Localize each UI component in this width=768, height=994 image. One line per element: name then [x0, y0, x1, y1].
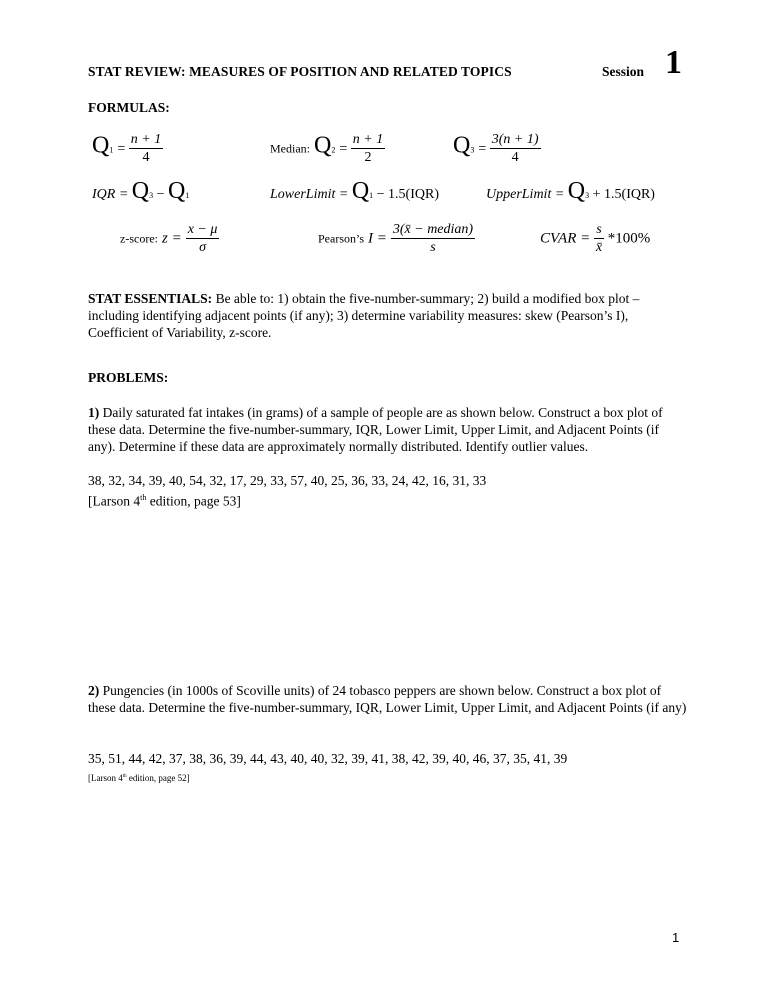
median-label: Median:	[270, 141, 310, 156]
q1-denominator: 4	[142, 150, 150, 165]
problem-1-ref-sup: th	[140, 493, 147, 502]
document-title: STAT REVIEW: MEASURES OF POSITION AND RELATED TOPICS	[88, 64, 512, 79]
formula-zscore	[120, 222, 219, 256]
problem-1-number: 1)	[88, 405, 100, 420]
iqr-lhs: IQR =	[92, 187, 129, 202]
upper-lhs: UpperLimit =	[486, 187, 565, 202]
formula-q3: Q3 = $\frac{3(n + 1)}{4}$	[453, 132, 539, 165]
formula-q1: Q1 = $\frac{n + 1}{4}$	[92, 132, 162, 165]
q3-numerator: 3(n + 1)	[491, 132, 539, 147]
problem-2-ref-pre: [Larson 4	[88, 773, 123, 783]
q1-numerator: n + 1	[130, 132, 162, 147]
session-label: Session	[602, 64, 645, 79]
upper-rhs: + 1.5(IQR)	[592, 187, 655, 202]
cvar-numerator: s	[596, 222, 602, 237]
iqr-q1-symbol: Q	[168, 178, 186, 204]
cvar-denominator: x̄	[595, 240, 603, 255]
q3-symbol: Q	[453, 132, 471, 159]
problem-2-body: Pungencies (in 1000s of Scoville units) of 24 tobasco peppers are shown below. Construct a box plot of these data. Determine the five-number-summary, IQR, Lower Limit, Upper Limit, and Adjacent Points (if any)	[88, 683, 687, 715]
problem-1-ref-post: edition, page 53]	[146, 493, 241, 509]
q3-sub: 3	[470, 145, 475, 155]
upper-q-sub: 3	[585, 191, 590, 200]
pearson-numerator: 3(x̄ − median)	[392, 222, 474, 237]
page-number: 1	[672, 930, 680, 945]
q2-sub: 2	[331, 145, 336, 155]
formula-iqr	[92, 178, 189, 205]
q2-numerator: n + 1	[352, 132, 384, 147]
formula-median: Median: Q2 = $\frac{n + 1}{2}$	[270, 132, 384, 165]
essentials-paragraph	[88, 290, 688, 341]
problem-1-body: Daily saturated fat intakes (in grams) of a sample of people are as shown below. Construct a box plot of these data. Determine the five-number-summary, IQR, Lower Limit, Upper Limit, and Adjacent Points (if any). Determine if these data are approximately normally distributed. Identify outlier values.	[88, 405, 663, 454]
iqr-q1-sub: 1	[185, 191, 190, 200]
problem-2-number: 2)	[88, 683, 100, 698]
zscore-label: z-score:	[120, 231, 158, 246]
upper-q-symbol: Q	[567, 178, 586, 204]
q2-fraction	[351, 132, 385, 166]
lower-q-sub: 1	[369, 191, 374, 200]
iqr-q3-sub: 3	[149, 191, 154, 200]
q1-fraction	[129, 132, 163, 166]
formula-lower-limit	[270, 178, 439, 205]
problem-2-reference	[88, 768, 688, 787]
formulas-heading: FORMULAS:	[88, 100, 170, 115]
pearson-label: Pearson’s	[318, 231, 364, 246]
iqr-minus: −	[156, 187, 165, 202]
pearson-fraction	[391, 222, 475, 256]
problem-2-data: 35, 51, 44, 42, 37, 38, 36, 39, 44, 43, 40, 40, 32, 39, 41, 38, 42, 39, 40, 46, 37, 35, 41, 39	[88, 751, 568, 766]
pearson-denominator: s	[430, 240, 436, 255]
iqr-q3-symbol: Q	[131, 178, 150, 204]
q2-denominator: 2	[364, 150, 372, 165]
lower-q-symbol: Q	[351, 178, 370, 204]
formula-pearson	[318, 222, 475, 256]
problem-2-ref-sup: th	[122, 774, 127, 779]
q3-fraction	[490, 132, 541, 166]
problem-1-ref-pre: [Larson 4	[88, 493, 141, 509]
z-numerator: x − μ	[187, 222, 218, 237]
q1-symbol: Q	[92, 132, 110, 159]
problem-1-data: 38, 32, 34, 39, 40, 54, 32, 17, 29, 33, 57, 40, 25, 36, 33, 24, 42, 16, 31, 33	[88, 473, 487, 488]
essentials-label: STAT ESSENTIALS:	[88, 291, 213, 306]
cvar-fraction	[594, 222, 603, 256]
formula-cvar	[540, 222, 650, 256]
formula-upper-limit	[486, 178, 655, 205]
session-number: 1	[665, 44, 682, 81]
cvar-rhs: *100%	[607, 230, 651, 247]
problem-1-reference	[88, 489, 688, 510]
pearson-lhs: I =	[368, 230, 387, 247]
q1-sub: 1	[109, 145, 114, 155]
z-fraction	[186, 222, 220, 256]
cvar-lhs: CVAR =	[540, 230, 591, 247]
problems-heading: PROBLEMS:	[88, 370, 169, 385]
essentials-text: Be able to: 1) obtain the five-number-summary; 2) build a modified box plot – including identifying adjacent points (if any); 3) determine variability measures: skew (Pearson’s I), Coefficient of Variability, z-score.	[88, 291, 640, 340]
problem-2-ref-post: edition, page 52]	[126, 773, 190, 783]
lower-lhs: LowerLimit =	[270, 187, 349, 202]
lower-rhs: − 1.5(IQR)	[376, 187, 439, 202]
problem-1-text	[88, 404, 688, 455]
z-lhs: z =	[161, 230, 182, 247]
q2-symbol: Q	[314, 132, 332, 159]
q3-denominator: 4	[511, 150, 519, 165]
z-denominator: σ	[199, 240, 206, 255]
problem-2-text	[88, 682, 688, 716]
